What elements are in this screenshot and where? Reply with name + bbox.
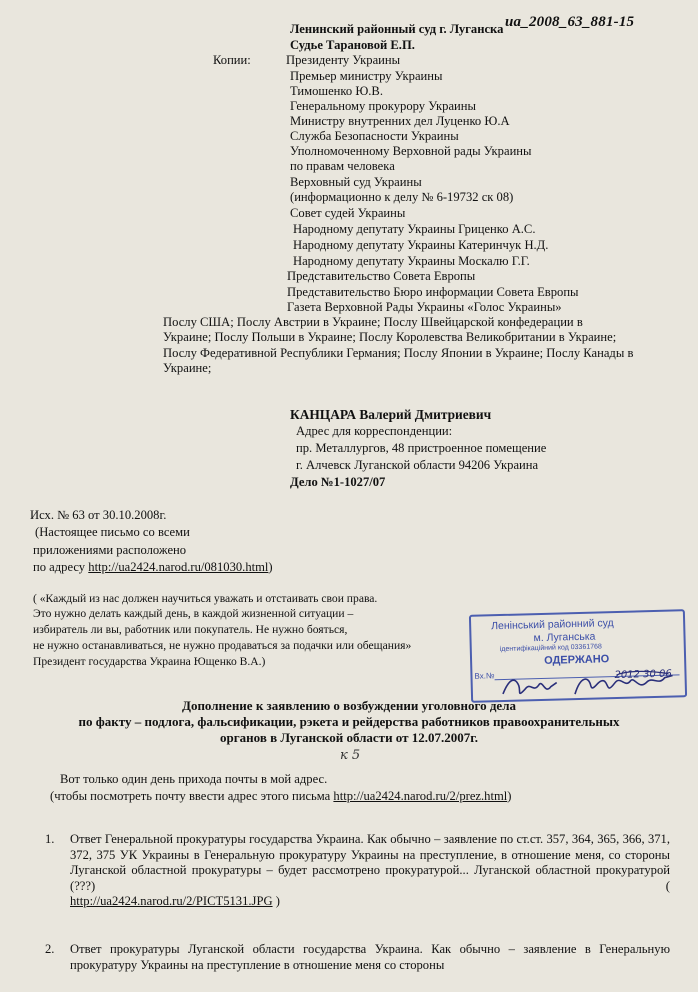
addressee-item: Верховный суд Украины	[290, 175, 422, 189]
stamp-line: ідентифікаційний код 03361768	[499, 643, 602, 654]
addressee-item: Народному депутату Украины Москалю Г.Г.	[293, 254, 530, 268]
judge-name: Судье Тарановой Е.П.	[290, 38, 415, 52]
intro-suffix: )	[507, 789, 512, 803]
addressee-item: Представительство Совета Европы	[287, 269, 476, 283]
ambassadors-line: Послу США; Послу Австрии в Украине; Послу Швейцарской конфедерации в	[163, 315, 583, 329]
sender-name: КАНЦАРА Валерий Дмитриевич	[290, 407, 492, 422]
intro-line: Вот только один день прихода почты в мой адрес.	[60, 772, 328, 786]
case-number: Дело №1-1027/07	[290, 475, 386, 489]
title-line: Дополнение к заявлению о возбуждении уголовного дела	[182, 698, 516, 713]
title-line: органов в Луганской области от 12.07.2007г.	[220, 730, 478, 745]
handwritten-signature-icon	[496, 667, 681, 700]
outgoing-note-suffix: )	[268, 560, 273, 574]
outgoing-note: приложениями расположено	[33, 543, 187, 557]
outgoing-number: Исх. № 63 от 30.10.2008г.	[30, 508, 167, 522]
ambassadors-line: Послу Федеративной Республики Германия; Послу Японии в Украине; Послу Канады в	[163, 346, 634, 360]
list-item-number: 2.	[45, 942, 55, 956]
addressee-item: Служба Безопасности Украины	[290, 129, 459, 143]
quote-line: Президент государства Украина Ющенко В.А.)	[33, 655, 266, 668]
title-line: по факту – подлога, фальсификации, рэкета и рейдерства работников правоохранительных	[78, 714, 620, 729]
addressee-item: Уполномоченному Верховной рады Украины	[290, 144, 532, 158]
intro-prefix: (чтобы посмотреть почту ввести адрес этого письма	[50, 789, 334, 803]
outgoing-note: (Настоящее письмо со всеми	[35, 525, 190, 539]
list-item-tail: )	[272, 894, 280, 909]
stamp-line: Ленінський районний суд	[491, 617, 614, 633]
document-id: ua_2008_63_881-15	[505, 14, 635, 30]
addressee-item: Тимошенко Ю.В.	[290, 84, 383, 98]
list-item-text: Ответ Генеральной прокуратуры государства Украина. Как обычно – заявление по ст.ст. 357, 364, 365, 366, 371, 372, 375 УК Украины в Генеральную прокуратуру Украины на преступление, в отношение меня, со стороны Луганской областной прокуратуры – будет рассмотрено прокуратурой... Луганской областной прокуратурой (???)	[70, 832, 670, 893]
addressee-item: Газета Верховной Рады Украины «Голос Украины»	[287, 300, 562, 314]
stamp-line: м. Луганська	[533, 630, 596, 645]
addressee-item: Президенту Украины	[286, 53, 401, 67]
addressee-item: Совет судей Украины	[290, 206, 406, 220]
addressee-item: Представительство Бюро информации Совета Европы	[287, 285, 579, 299]
list-item-number: 1.	[45, 832, 55, 846]
addressee-item: по правам человека	[290, 159, 395, 173]
prez-link[interactable]: http://ua2424.narod.ru/2/prez.html	[333, 789, 508, 803]
addressee-item: Министру внутренних дел Луценко Ю.А	[290, 114, 510, 128]
outgoing-note-prefix: по адресу	[33, 560, 89, 574]
sender-street: пр. Металлургов, 48 пристроенное помещение	[296, 441, 547, 455]
quote-line: избиратель ли вы, работник или покупатель. Не нужно бояться,	[33, 623, 348, 636]
intro-line	[50, 789, 511, 804]
list-item	[70, 832, 670, 910]
quote-line: Это нужно делать каждый день, в каждой жизненной ситуации –	[33, 607, 354, 620]
sender-city: г. Алчевск Луганской области 94206 Украина	[296, 458, 539, 472]
addressee-item: Народному депутату Украины Катеринчук Н.Д.	[293, 238, 549, 252]
addressee-item: (информационно к делу № 6-19732 ск 08)	[290, 190, 514, 204]
letter-link[interactable]: http://ua2424.narod.ru/081030.html	[88, 560, 269, 574]
stamp-incoming-label: Вх.№	[474, 671, 495, 681]
sender-address-label: Адрес для корреспонденции:	[296, 424, 453, 438]
copies-label: Копии:	[213, 53, 251, 67]
addressee-item: Народному депутату Украины Гриценко А.С.	[293, 222, 536, 236]
quote-line: ( «Каждый из нас должен научиться уважать и отстаивать свои права.	[33, 592, 378, 605]
stamp-date: 2012 30 06	[614, 668, 672, 682]
handwritten-mark: к 5	[340, 748, 361, 763]
quote-line: не нужно останавливаться, не нужно продаваться за подачки или обещания»	[33, 639, 412, 652]
ambassadors-line: Украине; Послу Польши в Украине; Послу Королевства Великобритании в Украине;	[163, 330, 617, 344]
addressee-item: Генеральному прокурору Украины	[290, 99, 476, 113]
pict-link[interactable]: http://ua2424.narod.ru/2/PICT5131.JPG	[70, 894, 273, 909]
outgoing-note	[33, 560, 273, 575]
ambassadors-line: Украине;	[163, 361, 212, 375]
stamp-received: ОДЕРЖАНО	[543, 653, 610, 667]
court-name: Ленинский районный суд г. Луганска	[290, 22, 504, 36]
court-stamp	[469, 609, 687, 703]
list-item	[70, 942, 670, 973]
addressee-item: Премьер министру Украины	[290, 69, 443, 83]
list-item-text: Ответ прокуратуры Луганской области государства Украина. Как обычно – заявление в Генеральную прокуратуру Украины на преступление в отношение меня со стороны	[70, 942, 670, 972]
list-item-paren: (	[665, 878, 670, 893]
